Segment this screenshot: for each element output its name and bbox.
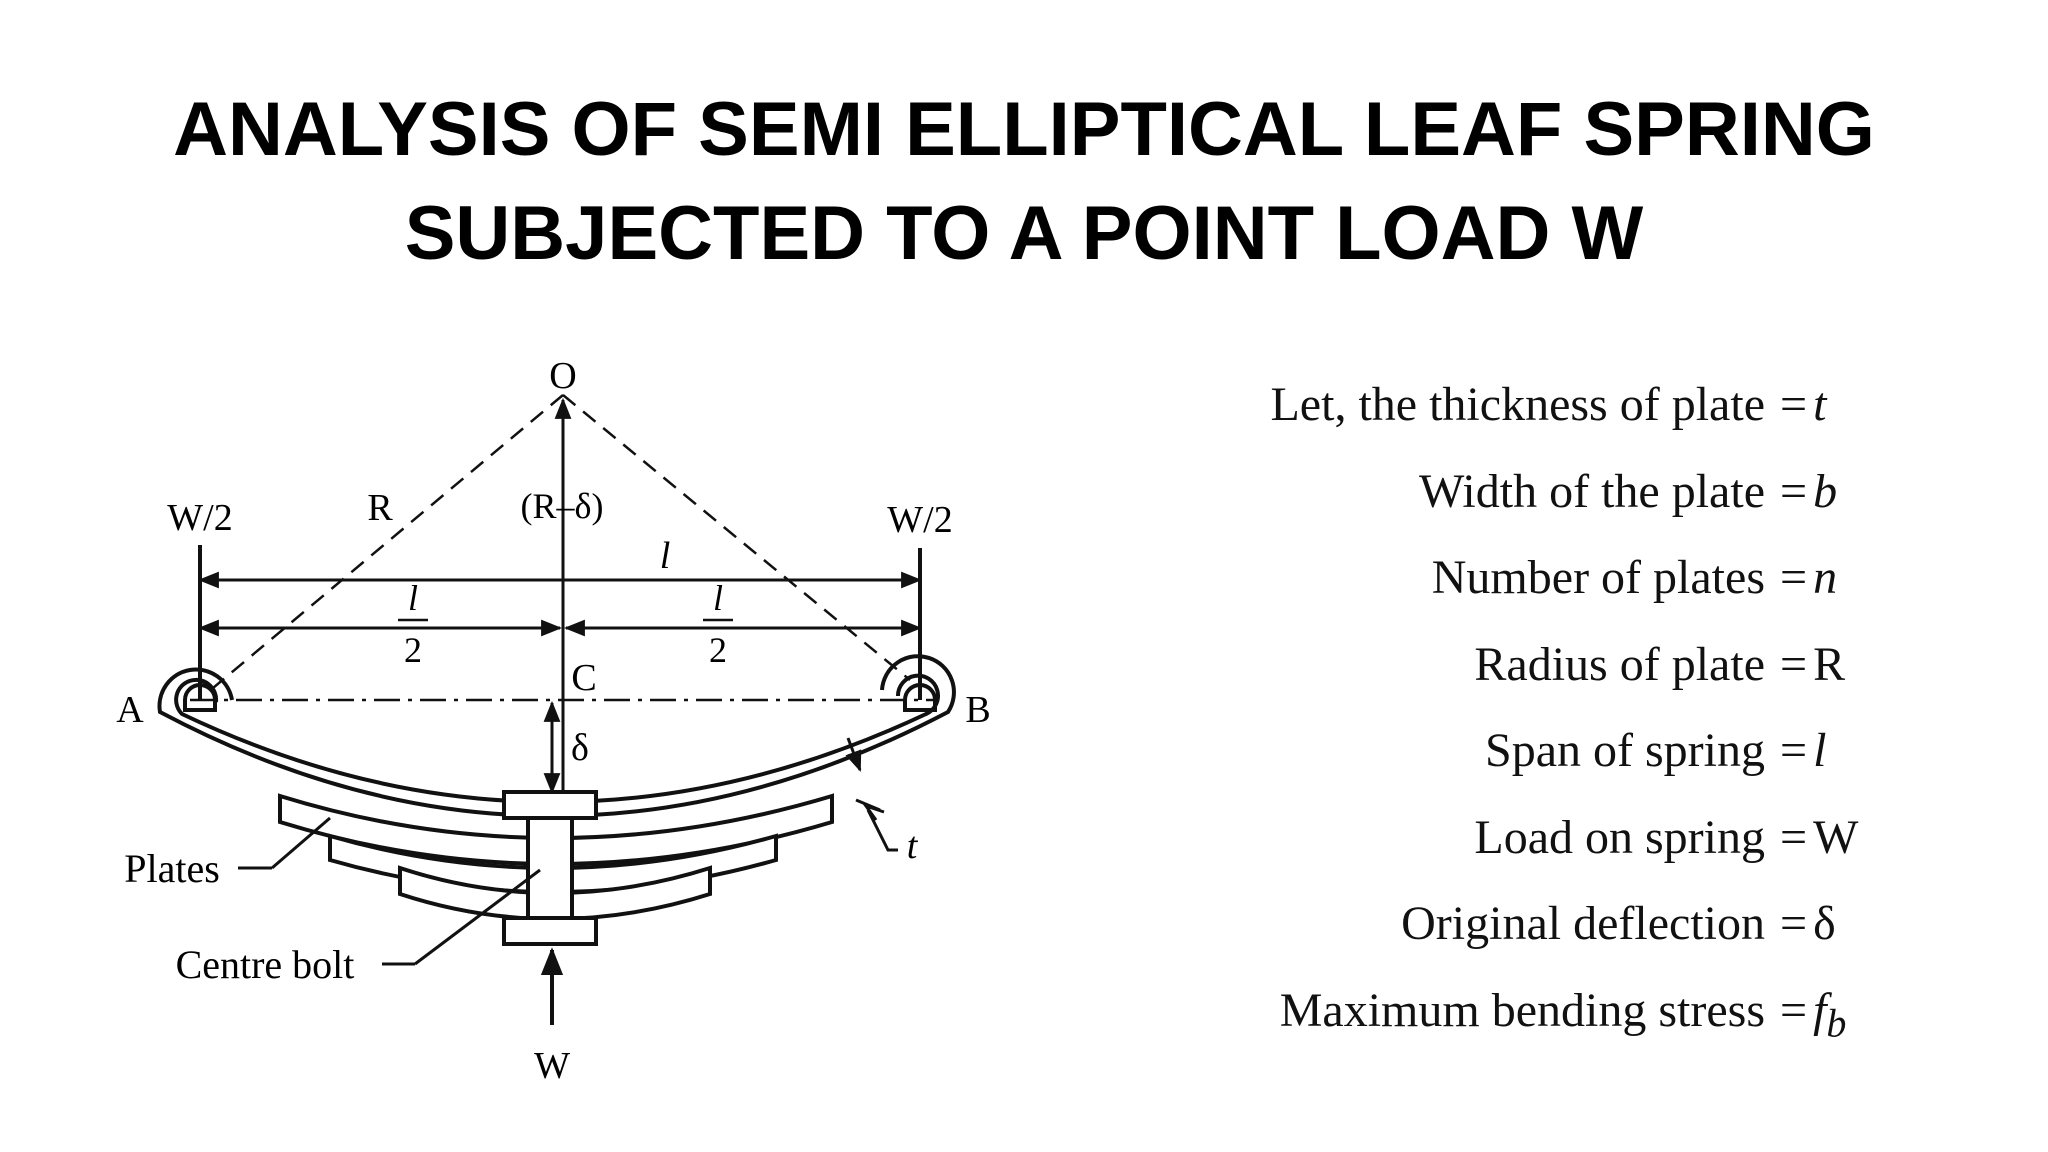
label-B: B [965,689,991,731]
definition-row [1180,716,1980,803]
definition-label: Span of spring [1485,724,1765,777]
label-R-minus-delta: (R–δ) [520,486,604,526]
definition-label: Load on spring [1474,810,1765,864]
definition-value: = $f_b$ [1780,983,1847,1046]
definition-row [1180,630,1980,717]
label-A: A [116,689,144,731]
label-half-span-right-den: 2 [709,630,727,670]
definition-symbol: δ [1813,897,1836,950]
label-w-half-left: W/2 [167,497,233,539]
definition-symbol: n [1813,551,1838,604]
definition-symbol: f [1813,983,1827,1037]
support-reaction-lines [200,545,920,700]
definition-label: Radius of plate [1474,637,1765,691]
label-half-span-left-den: 2 [404,630,422,670]
label-W: W [534,1045,570,1087]
label-C: C [571,657,597,699]
definition-value: = δ [1780,897,1836,950]
label-span: l [659,535,671,577]
definition-label: Let, the thickness of plate [1270,378,1765,431]
definition-symbol: t [1813,378,1827,431]
definition-row [1180,889,1980,976]
definition-list [1180,370,1980,1062]
label-half-span-left-num: l [407,578,419,618]
thickness-indicator [848,738,898,850]
label-plates: Plates [124,846,220,891]
definition-label: Width of the plate [1419,464,1765,518]
definition-row [1180,976,1980,1063]
definition-row [1180,370,1980,457]
label-half-span-right-num: l [712,578,724,618]
label-t: t [906,825,918,867]
definition-value: = b [1780,464,1838,518]
definition-value: = l [1780,724,1827,777]
label-w-half-right: W/2 [887,499,953,541]
definition-row [1180,457,1980,544]
definition-value: = R [1780,637,1846,691]
definition-label: Original deflection [1401,897,1765,950]
definition-label: Maximum bending stress [1279,983,1765,1037]
label-delta: δ [571,727,589,769]
label-centre-bolt: Centre bolt [175,942,355,987]
definition-value: = n [1780,551,1838,604]
title-line-1: ANALYSIS OF SEMI ELLIPTICAL LEAF SPRING [173,87,1875,172]
definition-row [1180,803,1980,890]
definition-symbol: W [1813,810,1859,864]
definition-symbol: b [1813,464,1838,518]
definition-row [1180,543,1980,630]
label-O: O [549,355,577,397]
definition-symbol: R [1813,637,1846,691]
definition-symbol: l [1813,724,1827,777]
title-line-2: SUBJECTED TO A POINT LOAD W [404,191,1644,276]
definition-label: Number of plates [1431,551,1765,604]
definition-symbol-subscript: b [1826,1000,1847,1046]
definition-value: = W [1780,810,1859,864]
label-R: R [367,487,393,529]
definition-value: = t [1780,378,1827,431]
